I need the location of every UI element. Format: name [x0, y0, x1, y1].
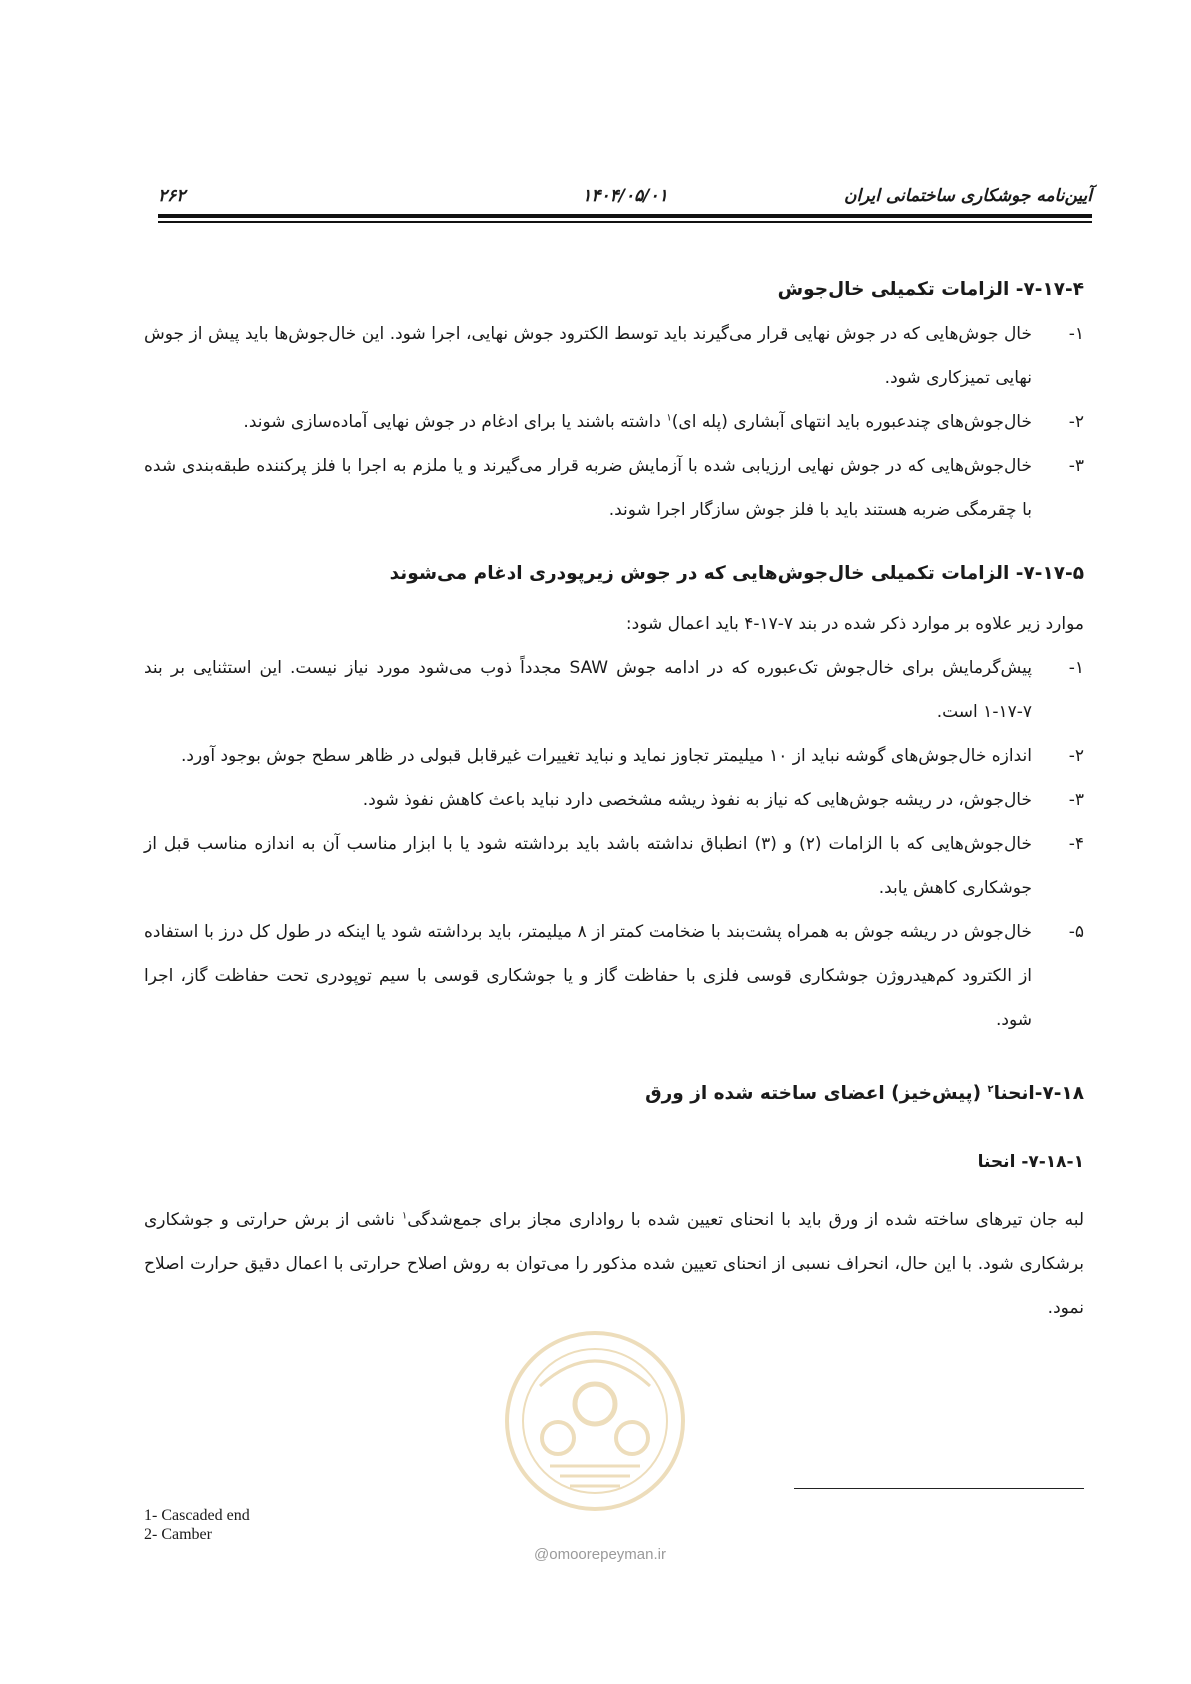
- list-item: [144, 312, 1084, 400]
- list-item-number: ۲-: [1068, 746, 1084, 766]
- page-header: [158, 186, 1092, 210]
- section-heading-7-18: [144, 1072, 1084, 1116]
- list-item: [144, 646, 1084, 734]
- header-date: ۱۴۰۴/۰۵/۰۱: [582, 186, 668, 206]
- list-item: [144, 778, 1084, 822]
- header-title: آیین‌نامه جوشکاری ساختمانی ایران: [843, 186, 1092, 206]
- list-item-text: خال‌جوش، در ریشه جوش‌هایی که نیاز به نفوذ ریشه مشخصی دارد نباید باعث کاهش نفوذ شود.: [362, 790, 1032, 810]
- list-item-number: ۳-: [1068, 790, 1084, 810]
- list-item-text: خال‌جوش در ریشه جوش به همراه پشت‌بند با ضخامت کمتر از ۸ میلیمتر، باید برداشته شود یا اینکه در طول کل درز با استفاده از الکترود کم‌هیدروژن جوشکاری قوسی فلزی با حفاظت گاز و یا جوشکاری قوسی با سیم توپودری تحت حفاظت گاز، اجرا شود.: [144, 922, 1032, 1030]
- footnote-ref: ۱: [401, 1210, 408, 1222]
- footnote: 2- Camber: [144, 1526, 212, 1543]
- list-item: [144, 734, 1084, 778]
- page-number: ۲۶۲: [158, 186, 186, 206]
- list-item-text: پیش‌گرمایش برای خال‌جوش تک‌عبوره که در ادامه جوش SAW مجدداً ذوب می‌شود مورد نیاز نیست. این استثنایی بر بند ۷-۱۷-۱ است.: [144, 658, 1032, 722]
- list-item-text: خال‌جوش‌های چندعبوره باید انتهای آبشاری (پله ای): [671, 412, 1032, 432]
- list-item: [144, 910, 1084, 1042]
- section-heading-7-17-4: ۷-۱۷-۴- الزامات تکمیلی خال‌جوش: [777, 279, 1084, 300]
- list-item-number: ۵-: [1068, 922, 1084, 942]
- list-item-text: خال جوش‌هایی که در جوش نهایی قرار می‌گیرند باید توسط الکترود جوش نهایی، اجرا شود. این خال‌جوش‌ها باید پیش از جوش نهایی تمیزکاری شود.: [144, 324, 1032, 388]
- page-body: [144, 268, 1084, 1330]
- list-item-number: ۴-: [1068, 834, 1084, 854]
- footnotes: [144, 1506, 250, 1544]
- list-item-number: ۱-: [1068, 324, 1084, 344]
- section-heading-7-18-1: ۷-۱۸-۱- انحنا: [977, 1152, 1084, 1172]
- list-item: [144, 400, 1084, 444]
- header-rule-thick: [158, 214, 1092, 218]
- footnote-ref: ۱: [666, 412, 672, 424]
- list-7-17-5: [144, 646, 1084, 1042]
- list-7-17-4: [144, 312, 1084, 532]
- section-paragraph: [144, 1198, 1084, 1330]
- section-heading-7-17-5: ۷-۱۷-۵- الزامات تکمیلی خال‌جوش‌هایی که در جوش زیرپودری ادغام می‌شوند: [389, 563, 1084, 584]
- list-item-text-cont: داشته باشند یا برای ادغام در جوش نهایی آماده‌سازی شوند.: [243, 412, 667, 432]
- header-rule-thin: [158, 221, 1092, 223]
- list-item-number: ۲-: [1068, 412, 1084, 432]
- paragraph-text-cont: ناشی از برش حرارتی و جوشکاری برشکاری شود. با این حال، انحراف نسبی از انحنای تعیین شده مذکور را می‌توان به روش اصلاح حرارتی با اعمال دقیق حرارت اصلاح نمود.: [144, 1210, 1084, 1318]
- footnote: 1- Cascaded end: [144, 1507, 250, 1524]
- watermark-text: @omoorepeyman.ir: [534, 1546, 666, 1563]
- watermark-seal-icon: [500, 1326, 690, 1516]
- list-item: [144, 444, 1084, 532]
- list-item: [144, 822, 1084, 910]
- list-item-text: خال‌جوش‌هایی که در جوش نهایی ارزیابی شده با آزمایش ضربه قرار می‌گیرند و یا ملزم به اجرا با فلز پرکننده طبقه‌بندی شده با چقرمگی ضربه هستند باید با فلز جوش سازگار اجرا شوند.: [144, 456, 1032, 520]
- footnote-separator: [794, 1488, 1084, 1489]
- list-item-number: ۳-: [1068, 456, 1084, 476]
- list-item-number: ۱-: [1068, 658, 1084, 678]
- section-heading-7-18-text-cont: (پیش‌خیز) اعضای ساخته شده از ورق: [645, 1083, 988, 1104]
- section-intro: موارد زیر علاوه بر موارد ذکر شده در بند ۷-۱۷-۴ باید اعمال شود:: [625, 614, 1084, 634]
- section-heading-7-18-text: ۷-۱۸-انحنا: [993, 1083, 1084, 1104]
- list-item-text: خال‌جوش‌هایی که با الزامات (۲) و (۳) انطباق نداشته باشد باید برداشته شود یا با ابزار مناسب آن به اندازه مناسب قبل از جوشکاری کاهش یابد.: [144, 834, 1032, 898]
- paragraph-text: لبه جان تیرهای ساخته شده از ورق باید با انحنای تعیین شده با رواداری مجاز برای جمع‌شدگی: [407, 1210, 1084, 1230]
- list-item-text: اندازه خال‌جوش‌های گوشه نباید از ۱۰ میلیمتر تجاوز نماید و نباید تغییرات غیرقابل قبولی در ظاهر سطح جوش بوجود آورد.: [180, 746, 1032, 766]
- footnote-ref: ۲: [987, 1083, 994, 1095]
